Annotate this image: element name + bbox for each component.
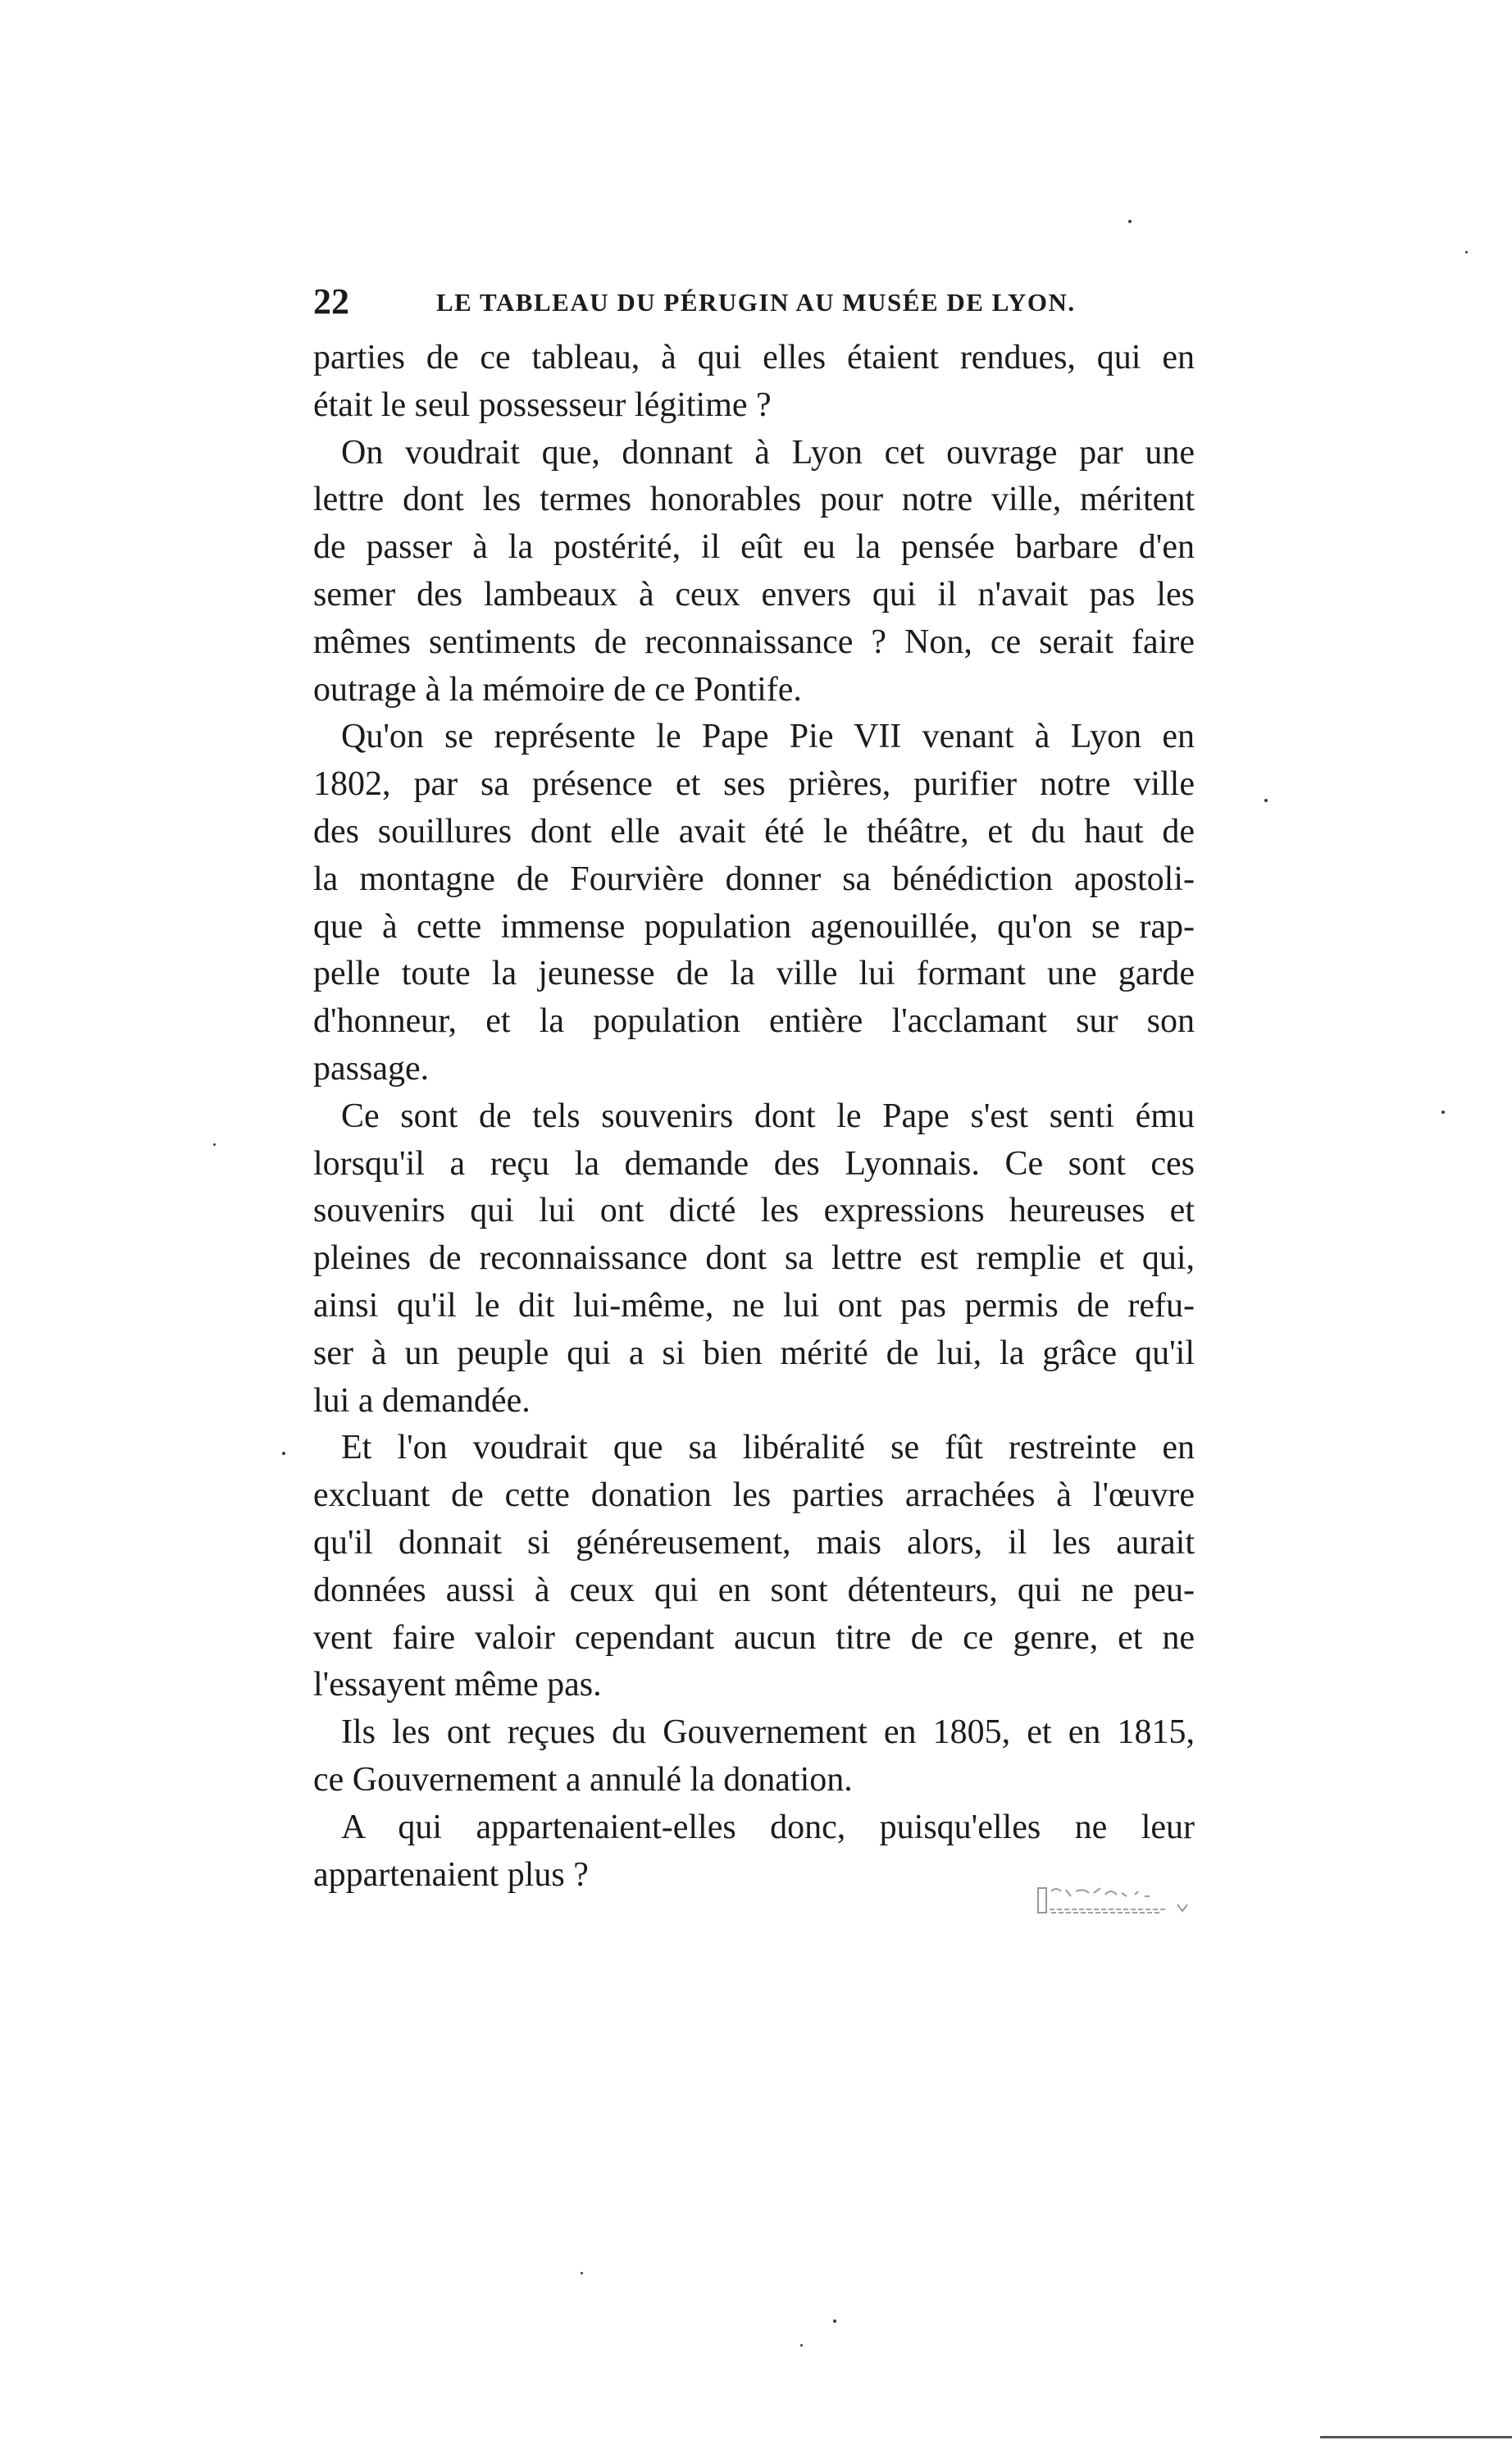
text-line: que à cette immense population agenouillée, qu'on se rap-: [313, 907, 1195, 946]
paper-speck: [213, 1143, 216, 1146]
text-line: données aussi à ceux qui en sont détenteurs, qui ne peu-: [313, 1571, 1195, 1609]
text-line: appartenaient plus ?: [313, 1855, 589, 1894]
text-line: qu'il donnait si généreusement, mais alors, il les aurait: [313, 1523, 1195, 1562]
running-title: LE TABLEAU DU PÉRUGIN AU MUSÉE DE LYON.: [436, 288, 1076, 317]
text-line: parties de ce tableau, à qui elles étaient rendues, qui en: [313, 339, 1195, 376]
paragraph-start-line: Ce sont de tels souvenirs dont le Pape s'est senti ému: [341, 1097, 1195, 1135]
paragraph-start-line: A qui appartenaient-elles donc, puisqu'elles ne leur: [341, 1808, 1195, 1846]
library-stamp-mark: [1036, 1880, 1192, 1918]
text-line: lui a demandée.: [313, 1381, 531, 1420]
text-line: lorsqu'il a reçu la demande des Lyonnais. Ce sont ces: [313, 1144, 1195, 1183]
text-line: vent faire valoir cependant aucun titre de ce genre, et ne: [313, 1618, 1195, 1657]
paragraph-start-line: Et l'on voudrait que sa libéralité se fût restreinte en: [341, 1429, 1195, 1467]
text-line: ser à un peuple qui a si bien mérité de lui, la grâce qu'il: [313, 1334, 1195, 1372]
text-line: d'honneur, et la population entière l'acclamant sur son: [313, 1002, 1195, 1041]
paper-speck: [800, 2344, 803, 2347]
paper-speck: [833, 2319, 836, 2323]
paragraph-start-line: On voudrait que, donnant à Lyon cet ouvrage par une: [341, 433, 1195, 472]
paper-speck: [1264, 799, 1268, 802]
paper-speck: [1441, 1111, 1445, 1114]
paper-speck: [581, 2272, 583, 2274]
text-line: mêmes sentiments de reconnaissance ? Non, ce serait faire: [313, 623, 1195, 661]
paragraph-start-line: Qu'on se représente le Pape Pie VII venant à Lyon en: [341, 718, 1195, 756]
text-line: de passer à la postérité, il eût eu la pensée barbare d'en: [313, 528, 1195, 567]
paper-speck: [282, 1452, 285, 1455]
text-line: l'essayent même pas.: [313, 1666, 602, 1704]
running-head: [313, 281, 1195, 322]
page-number: 22: [313, 281, 349, 322]
scan-edge-line: [1320, 2436, 1512, 2438]
body-text: [313, 335, 1195, 1899]
text-line: ce Gouvernement a annulé la donation.: [313, 1760, 853, 1799]
text-line: était le seul possesseur légitime ?: [313, 385, 772, 424]
paragraph-start-line: Ils les ont reçues du Gouvernement en 1805, et en 1815,: [341, 1713, 1195, 1752]
text-line: pelle toute la jeunesse de la ville lui formant une garde: [313, 955, 1195, 993]
text-line: 1802, par sa présence et ses prières, purifier notre ville: [313, 765, 1195, 804]
paper-speck: [1128, 220, 1132, 223]
text-line: la montagne de Fourvière donner sa bénédiction apostoli-: [313, 860, 1195, 898]
text-line: semer des lambeaux à ceux envers qui il n'avait pas les: [313, 575, 1195, 614]
text-line: pleines de reconnaissance dont sa lettre est remplie et qui,: [313, 1239, 1195, 1278]
text-line: lettre dont les termes honorables pour notre ville, méritent: [313, 481, 1195, 519]
text-line: souvenirs qui lui ont dicté les expressions heureuses et: [313, 1192, 1195, 1230]
text-line: des souillures dont elle avait été le théâtre, et du haut de: [313, 812, 1195, 851]
text-line: outrage à la mémoire de ce Pontife.: [313, 670, 802, 709]
text-line: excluant de cette donation les parties arrachées à l'œuvre: [313, 1476, 1195, 1515]
text-line: ainsi qu'il le dit lui-même, ne lui ont pas permis de refu-: [313, 1286, 1195, 1325]
text-line: passage.: [313, 1049, 430, 1088]
paper-speck: [1465, 251, 1468, 253]
